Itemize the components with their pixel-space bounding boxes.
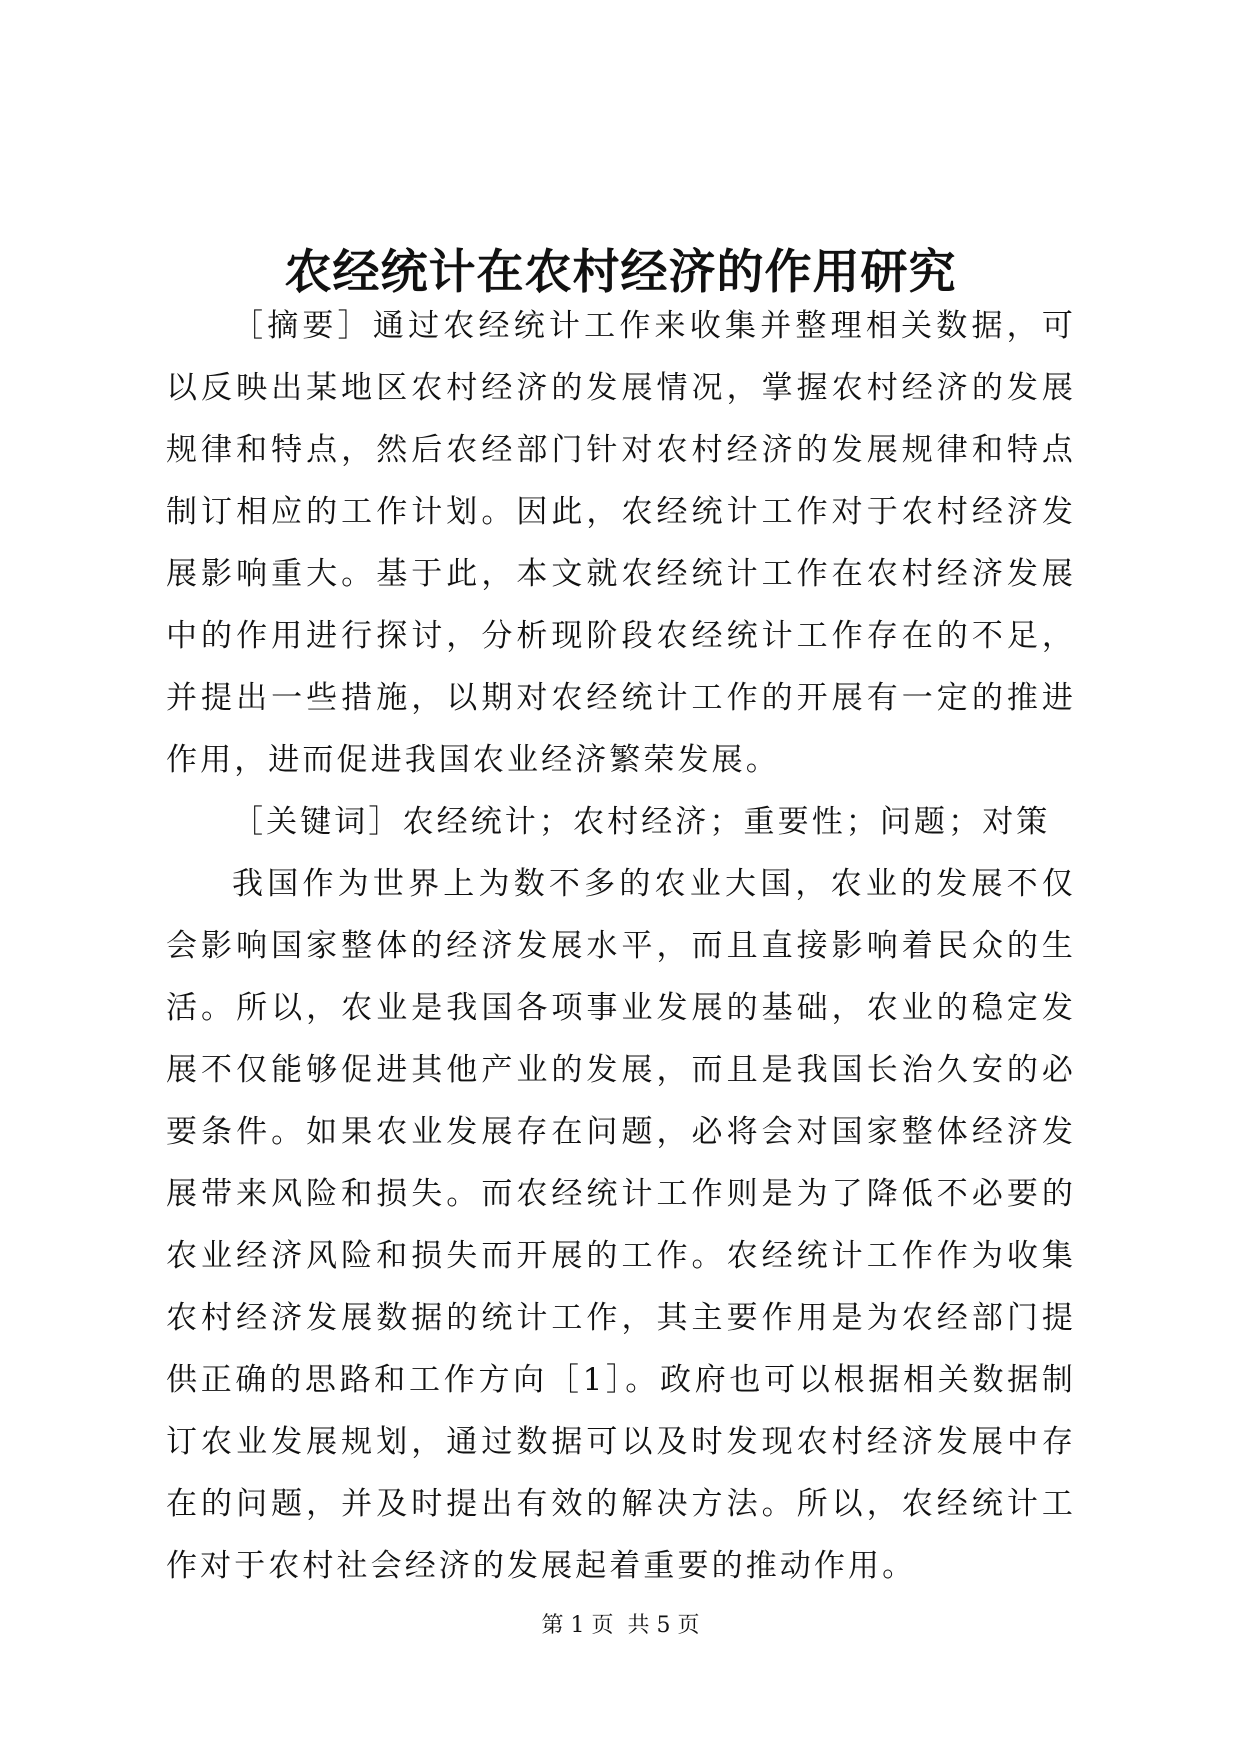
document-body <box>166 295 1076 1597</box>
document-title: 农经统计在农村经济的作用研究 <box>284 245 957 301</box>
intro-paragraph: 我国作为世界上为数不多的农业大国，农业的发展不仅会影响国家整体的经济发展水平，而且直接影响着民众的生活。所以，农业是我国各项事业发展的基础，农业的稳定发展不仅能够促进其他产业的发展，而且是我国长治久安的必要条件。如果农业发展存在问题，必将会对国家整体经济发展带来风险和损失。而农经统计工作则是为了降低不必要的农业经济风险和损失而开展的工作。农经统计工作作为收集农村经济发展数据的统计工作，其主要作用是为农经部门提供正确的思路和工作方向［1］。政府也可以根据相关数据制订农业发展规划，通过数据可以及时发现农村经济发展中存在的问题，并及时提出有效的解决方法。所以，农经统计工作对于农村社会经济的发展起着重要的推动作用。 <box>166 866 1076 1584</box>
page-number: 第 1 页 <box>541 1613 614 1638</box>
abstract-paragraph: ［摘要］通过农经统计工作来收集并整理相关数据，可以反映出某地区农村经济的发展情况，掌握农村经济的发展规律和特点，然后农经部门针对农村经济的发展规律和特点制订相应的工作计划。因此，农经统计工作对于农村经济发展影响重大。基于此，本文就农经统计工作在农村经济发展中的作用进行探讨，分析现阶段农经统计工作存在的不足，并提出一些措施，以期对农经统计工作的开展有一定的推进作用，进而促进我国农业经济繁荣发展。 <box>166 308 1076 778</box>
page-footer <box>0 1612 1241 1640</box>
keywords-paragraph: ［关键词］农经统计；农村经济；重要性；问题；对策 <box>232 804 1051 840</box>
page-total: 共 5 页 <box>627 1613 700 1638</box>
